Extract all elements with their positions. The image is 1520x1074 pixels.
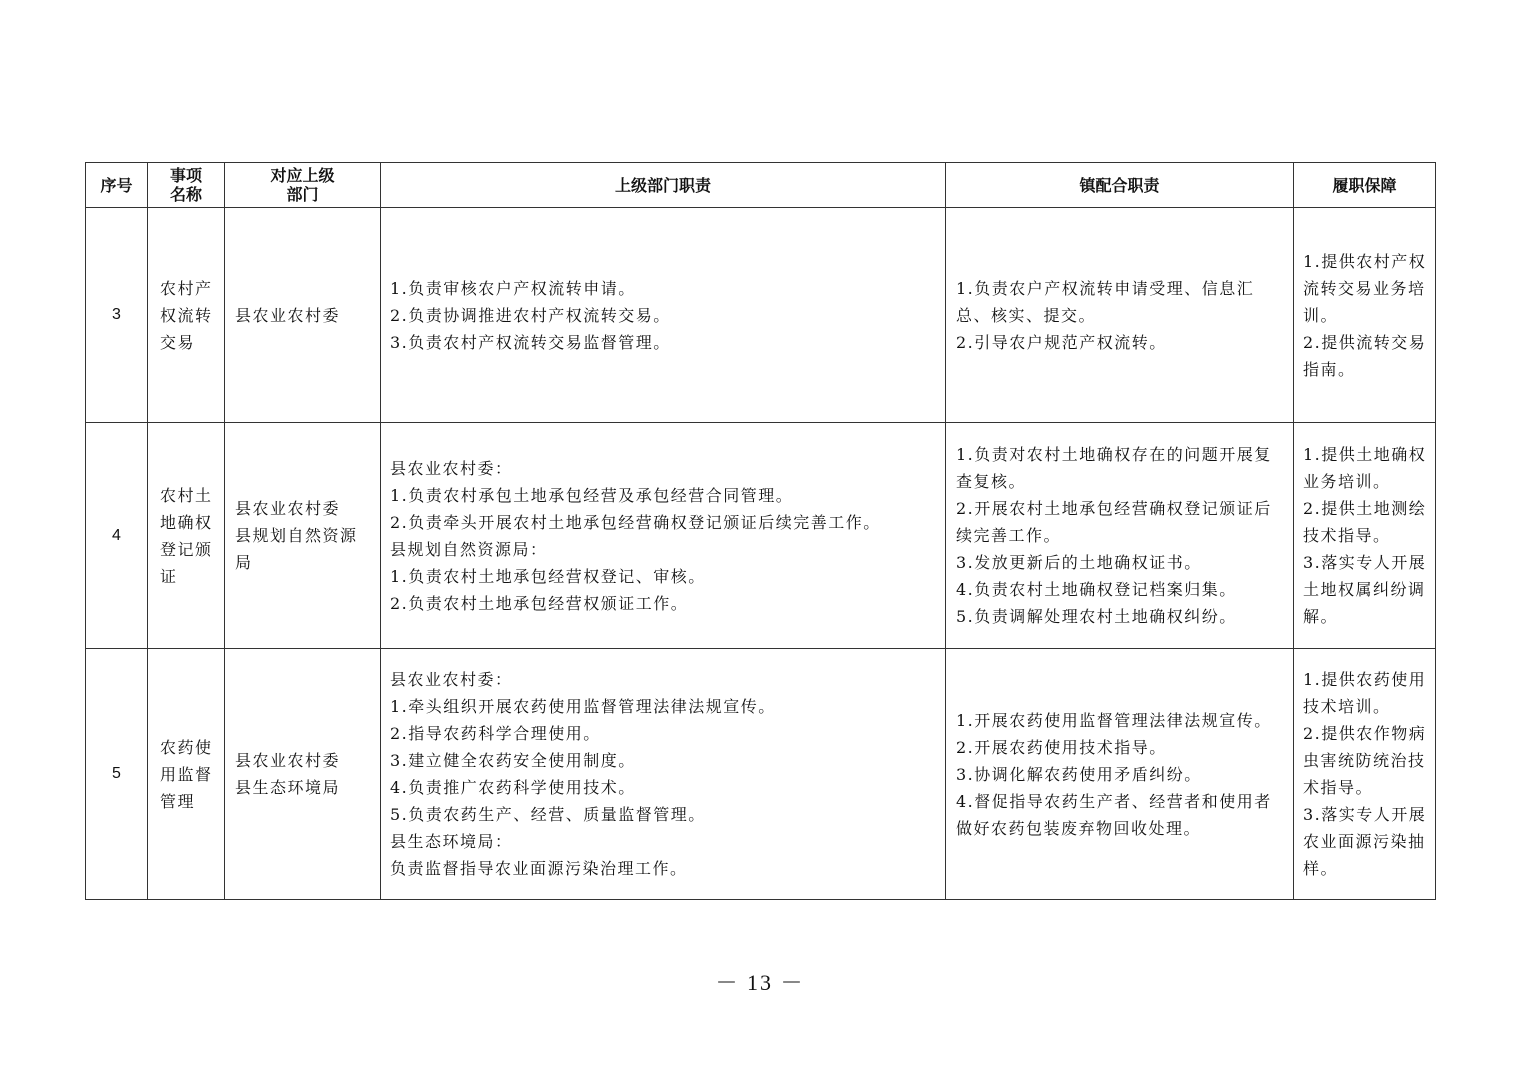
row-guarantee: 1.提供土地确权业务培训。 2.提供土地测绘技术指导。 3.落实专人开展土地权属纠纷调解。 [1294,423,1436,649]
row-item-name: 农村产权流转交易 [148,208,225,423]
row-superior-dept: 县农业农村委 [225,208,381,423]
header-guarantee: 履职保障 [1294,163,1436,208]
row-superior-duties: 县农业农村委： 1.牵头组织开展农药使用监督管理法律法规宣传。 2.指导农药科学合理使用。 3.建立健全农药安全使用制度。 4.负责推广农药科学使用技术。 5.负责农药生产、经营、质量监督管理。 县生态环境局： 负责监督指导农业面源污染治理工作。 [381,649,946,900]
row-seq: 5 [86,649,148,900]
row-superior-dept: 县农业农村委 县生态环境局 [225,649,381,900]
row-seq: 3 [86,208,148,423]
table-row [86,649,1436,900]
table-row [86,208,1436,423]
row-item-name: 农药使用监督管理 [148,649,225,900]
row-item-name: 农村土地确权登记颁证 [148,423,225,649]
header-town-duties: 镇配合职责 [946,163,1294,208]
header-superior-duties: 上级部门职责 [381,163,946,208]
table-row [86,423,1436,649]
table-header-row [86,163,1436,208]
row-town-duties: 1.开展农药使用监督管理法律法规宣传。 2.开展农药使用技术指导。 3.协调化解农药使用矛盾纠纷。 4.督促指导农药生产者、经营者和使用者做好农药包装废弃物回收处理。 [946,649,1294,900]
header-seq: 序号 [86,163,148,208]
row-superior-duties: 县农业农村委： 1.负责农村承包土地承包经营及承包经营合同管理。 2.负责牵头开展农村土地承包经营确权登记颁证后续完善工作。 县规划自然资源局： 1.负责农村土地承包经营权登记、审核。 2.负责农村土地承包经营权颁证工作。 [381,423,946,649]
row-superior-duties: 1.负责审核农户产权流转申请。 2.负责协调推进农村产权流转交易。 3.负责农村产权流转交易监督管理。 [381,208,946,423]
row-town-duties: 1.负责农户产权流转申请受理、信息汇总、核实、提交。 2.引导农户规范产权流转。 [946,208,1294,423]
page-number: － 13 － [715,970,805,995]
duties-table [85,162,1436,900]
row-guarantee: 1.提供农药使用技术培训。 2.提供农作物病虫害统防统治技术指导。 3.落实专人开展农业面源污染抽样。 [1294,649,1436,900]
header-superior-dept: 对应上级 部门 [225,163,381,208]
row-town-duties: 1.负责对农村土地确权存在的问题开展复查复核。 2.开展农村土地承包经营确权登记颁证后续完善工作。 3.发放更新后的土地确权证书。 4.负责农村土地确权登记档案归集。 5.负责调解处理农村土地确权纠纷。 [946,423,1294,649]
row-guarantee: 1.提供农村产权流转交易业务培训。 2.提供流转交易指南。 [1294,208,1436,423]
header-item-name: 事项 名称 [148,163,225,208]
row-seq: 4 [86,423,148,649]
row-superior-dept: 县农业农村委 县规划自然资源局 [225,423,381,649]
